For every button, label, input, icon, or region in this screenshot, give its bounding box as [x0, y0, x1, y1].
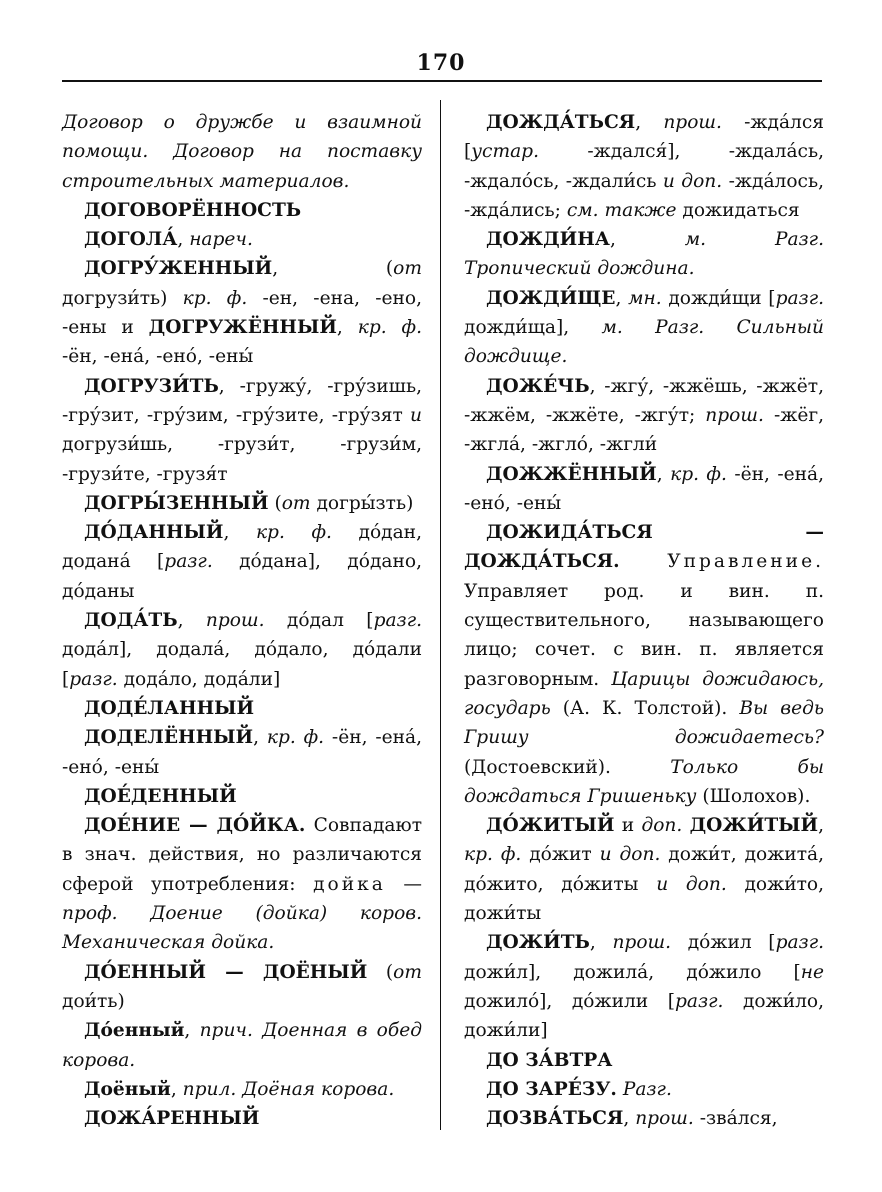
entry-text: ( — [367, 961, 394, 983]
dictionary-entry — [62, 606, 422, 694]
headword: ДОГРУЖЁННЫЙ — [148, 317, 337, 339]
entry-text: , -жгу́, -жжёшь, -жжёт, -жжём, -жжёте, -жгу́т; — [464, 375, 824, 426]
entry-text: , ( — [272, 258, 394, 280]
italic-text: не — [800, 961, 824, 983]
entry-text: догрузи́шь, -грузи́т, -грузи́м, -грузи́те, -грузя́т — [62, 434, 422, 485]
dictionary-entry — [464, 811, 824, 928]
headword: ДОЖДА́ТЬСЯ — [486, 112, 636, 133]
italic-text: от — [393, 258, 422, 280]
headword: ДОЖЖЁННЫЙ — [486, 463, 657, 485]
entry-continuation — [62, 108, 422, 196]
entry-text: Совпадают в знач. действия, но различаются сферой употребления: — [62, 815, 422, 895]
italic-text: кр. ф. — [670, 463, 727, 485]
headword: ДОЖДИ́ЩЕ — [486, 287, 616, 309]
italic-text: нареч. — [189, 229, 253, 251]
italic-text: и доп. — [656, 873, 727, 895]
italic-text: проф. Доение (дойка) коров. Механическая дойка. — [62, 903, 422, 954]
dictionary-entry — [62, 723, 422, 782]
italic-text: доп. — [641, 815, 683, 837]
italic-text: устар. — [471, 141, 539, 163]
italic-text: и доп. — [662, 170, 723, 192]
entry-text: до́дана], до́дано, до́даны — [62, 551, 422, 602]
italic-text: разг. — [674, 990, 724, 1012]
entry-text: до́жит — [521, 844, 600, 866]
italic-text: прил. Доёная корова. — [182, 1078, 395, 1100]
entry-text: -ждался́], -ждала́сь, -ждало́сь, -ждали́сь — [464, 141, 824, 192]
entry-text: догрузи́ть) — [62, 287, 183, 309]
headword: ДОГРУ́ЖЕННЫЙ — [84, 258, 273, 280]
column-divider — [440, 100, 441, 1130]
headword: ДОЖИ́ТЫЙ — [689, 815, 819, 837]
italic-text: и — [410, 404, 422, 426]
headword: ДО ЗАРЕ́ЗУ. — [486, 1078, 617, 1100]
dictionary-entry — [62, 225, 422, 254]
entry-text: -жёг, -жгла́, -жгло́, -жгли́ — [464, 404, 824, 456]
entry-text: ( — [268, 492, 282, 514]
dictionary-entry — [62, 254, 422, 371]
entry-text: -ён, -ена́, -ено́, -ены́ — [62, 346, 254, 368]
italic-text: от — [281, 492, 311, 514]
entry-text: , — [336, 317, 358, 339]
entry-text — [620, 551, 668, 572]
headword: ДОЖЕ́ЧЬ — [486, 375, 590, 397]
italic-text: разг. — [69, 668, 118, 690]
dictionary-entry — [62, 518, 422, 606]
italic-text: разг. — [775, 932, 824, 954]
italic-text: прош. — [705, 404, 764, 426]
dictionary-entry — [62, 1016, 422, 1075]
dictionary-entry — [62, 372, 422, 489]
italic-text: прош. — [612, 932, 672, 954]
dictionary-entry — [62, 811, 422, 957]
entry-text: -зва́лся, — [693, 1108, 778, 1130]
entry-text: дожи́т, дожита́, до́жито, до́житы — [464, 844, 824, 895]
italic-text: и доп. — [599, 844, 661, 866]
entry-text: дожи́ло, дожи́ли] — [464, 990, 825, 1042]
entry-text: (Достоевский). — [464, 756, 671, 778]
entry-text: , — [635, 112, 664, 133]
headword: ДОДЕЛЁННЫЙ — [84, 727, 254, 749]
entry-text: дожи́то, дожи́ты — [464, 873, 824, 925]
headword: ДОЕ́ДЕННЫЙ — [84, 785, 237, 807]
entry-text: дожди́щи [ — [661, 287, 776, 309]
italic-text: кр. ф. — [266, 727, 325, 749]
dictionary-entry — [62, 1075, 422, 1104]
entry-text: , — [656, 463, 671, 485]
dictionary-entry — [62, 958, 422, 1017]
entry-text: , -гружу́, -гру́зишь, -гру́зит, -гру́зим, -гру́зите, -гру́зят — [62, 375, 422, 426]
dictionary-entry — [464, 108, 824, 225]
entry-text: — — [385, 873, 422, 895]
italic-text: прош. — [663, 112, 722, 133]
italic-text: кр. ф. — [357, 317, 423, 339]
italic-text: разг. — [775, 287, 824, 309]
entry-text: дойка — [313, 873, 386, 895]
headword: ДОЖА́РЕННЫЙ — [84, 1108, 260, 1130]
italic-text: Договор о дружбе и взаимной помощи. Договор на поставку строительных материалов. — [62, 112, 422, 192]
entry-text: , — [177, 229, 190, 251]
entry-text: , — [615, 287, 629, 309]
dictionary-entry — [62, 489, 422, 518]
italic-text: разг. — [373, 610, 422, 632]
dictionary-entry — [62, 196, 422, 225]
italic-text: Разг. — [622, 1078, 672, 1100]
dictionary-entry — [464, 225, 824, 284]
headword: ДОДА́ТЬ — [84, 610, 178, 632]
page-number: 170 — [416, 50, 466, 76]
italic-text: Царицы дожидаюсь, государь — [464, 668, 824, 719]
entry-text: дожидаться — [676, 199, 800, 221]
headword: ДО́ЕННЫЙ — ДОЁНЫЙ — [84, 961, 368, 983]
headword: ДО ЗА́ВТРА — [486, 1049, 613, 1071]
italic-text: мн. — [628, 287, 662, 309]
entry-text: дожи́л], дожила́, до́жило [ — [464, 961, 801, 983]
italic-text: м. Разг. Сильный дождище. — [464, 317, 824, 368]
entry-text: , — [818, 815, 824, 837]
italic-text: от — [393, 961, 422, 983]
italic-text: кр. ф. — [464, 844, 522, 866]
entry-text: , — [609, 229, 685, 251]
headword: ДОГРЫ́ЗЕННЫЙ — [84, 492, 269, 514]
headword: ДОГРУЗИ́ТЬ — [84, 375, 219, 397]
headword: ДОЖДИ́НА — [486, 229, 610, 251]
entry-text: дода́ло, дода́ли] — [117, 668, 281, 690]
entry-text: (Шолохов). — [696, 785, 811, 807]
italic-text: прош. — [635, 1108, 694, 1130]
entry-text: , — [184, 1020, 200, 1042]
entry-text: догры́зть) — [310, 492, 414, 514]
entry-text: -жда́лся [ — [464, 112, 824, 163]
headword: Доёный — [84, 1078, 171, 1100]
dictionary-entry — [464, 460, 824, 519]
entry-text: (А. К. Толстой). — [550, 697, 740, 719]
entry-text: -ён, -ена́, -ено́, -ены́ — [62, 727, 422, 778]
italic-text: разг. — [164, 551, 213, 573]
entry-text: , — [223, 522, 256, 544]
entry-text: Управление. — [667, 551, 824, 573]
header-rule — [62, 80, 822, 82]
entry-text: , — [177, 610, 206, 632]
entry-text: дожило́], до́жили [ — [464, 990, 675, 1012]
dictionary-entry — [62, 782, 422, 811]
italic-text: Только бы дождаться Гришеньку — [464, 756, 824, 807]
headword: ДОЕ́НИЕ — ДО́ЙКА. — [84, 815, 306, 837]
entry-text: -ен, -ена, -ено, -ены и — [62, 287, 422, 339]
entry-text: , — [589, 932, 613, 954]
headword: ДОЖИДА́ТЬСЯ — ДОЖДА́ТЬСЯ. — [464, 522, 824, 573]
headword: ДОГОЛА́ — [84, 229, 178, 251]
entry-text: , — [623, 1108, 636, 1130]
entry-text: , — [253, 727, 267, 749]
headword: ДОГОВОРЁННОСТЬ — [84, 199, 302, 221]
italic-text: прош. — [205, 610, 265, 632]
entry-text: до́дал [ — [264, 610, 374, 632]
dictionary-entry — [464, 1075, 824, 1104]
dictionary-entry — [464, 1046, 824, 1075]
italic-text: кр. ф. — [182, 287, 248, 309]
dictionary-entry — [464, 928, 824, 1045]
italic-text: кр. ф. — [255, 522, 332, 544]
entry-text: до́жил [ — [671, 932, 776, 954]
entry-text — [682, 815, 689, 836]
headword: ДОЖИ́ТЬ — [486, 932, 590, 954]
italic-text: Вы ведь Гришу дожидаетесь? — [464, 697, 824, 749]
entry-text: , — [170, 1078, 183, 1100]
right-column — [464, 108, 824, 1133]
italic-text: м. Разг. Тропический дождина. — [464, 229, 824, 280]
entry-text: и — [614, 815, 642, 837]
dictionary-entry — [464, 284, 824, 372]
headword: До́енный — [84, 1020, 185, 1042]
italic-text: см. также — [566, 199, 677, 221]
entry-text: -ён, -ена́, -ено́, -ены́ — [464, 463, 825, 514]
entry-text: дои́ть) — [62, 990, 125, 1012]
dictionary-entry — [464, 518, 824, 811]
left-column — [62, 108, 422, 1133]
entry-text: дода́л], додала́, до́дало, до́дали [ — [62, 639, 422, 690]
italic-text: прич. Доенная в обед корова. — [62, 1020, 422, 1071]
headword: ДО́ЖИТЫЙ — [486, 815, 615, 837]
headword: ДОДЕ́ЛАННЫЙ — [84, 697, 255, 719]
dictionary-entry — [464, 1104, 824, 1133]
dictionary-entry — [464, 372, 824, 460]
entry-text: -жда́лось, -жда́лись; — [464, 170, 824, 221]
headword: ДО́ДАННЫЙ — [84, 522, 224, 544]
entry-text: дожди́ща], — [464, 317, 602, 339]
dictionary-entry — [62, 1104, 422, 1133]
entry-text: Управляет род. и вин. п. существительного, называющего лицо; сочет. с вин. п. является разговорным. — [464, 580, 824, 690]
entry-text: до́дан, додана́ [ — [62, 522, 422, 573]
dictionary-entry — [62, 694, 422, 723]
headword: ДОЗВА́ТЬСЯ — [486, 1108, 624, 1130]
